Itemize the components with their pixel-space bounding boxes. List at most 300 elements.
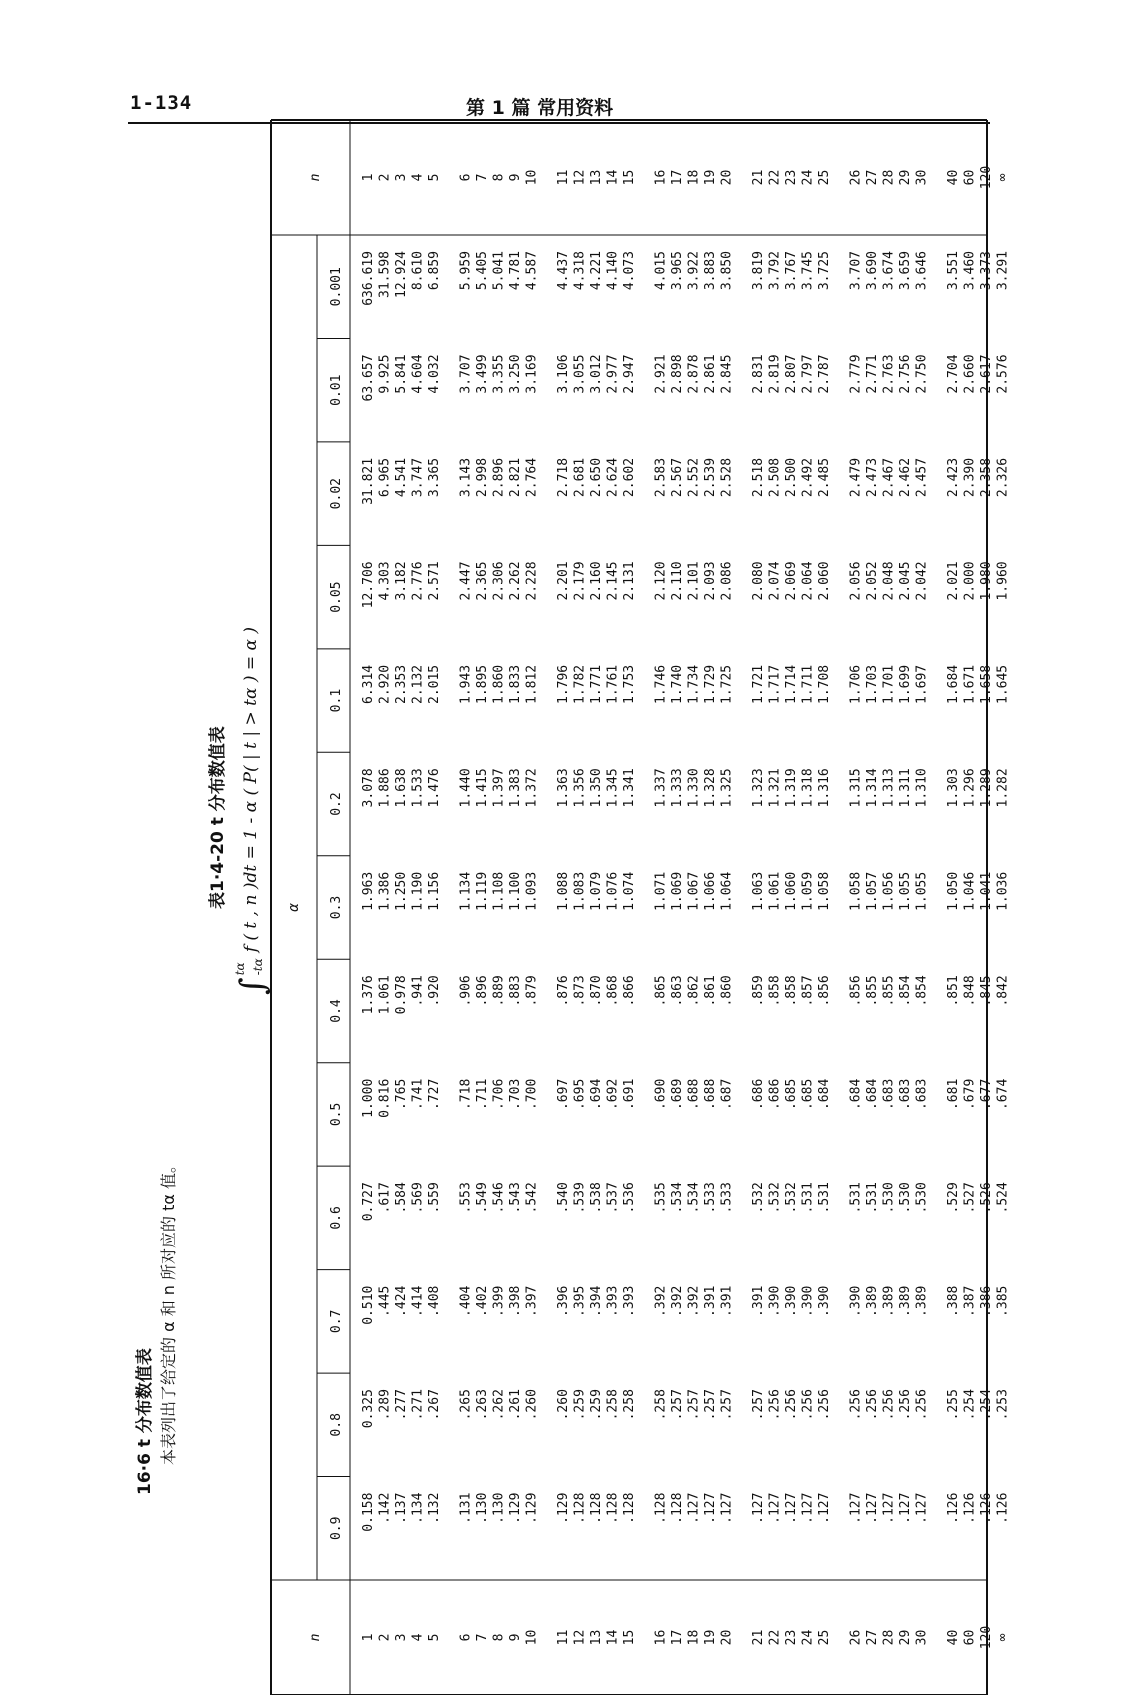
- table-cell: 2.000: [962, 561, 978, 601]
- table-cell: .684: [817, 1078, 832, 1111]
- table-cell: 1.699: [898, 664, 913, 704]
- table-cell: .137: [394, 1492, 409, 1524]
- table-cell: 1.074: [622, 871, 637, 911]
- table-cell: 9.925: [377, 354, 393, 394]
- table-cell: .674: [995, 1078, 1011, 1111]
- table-cell: 2.921: [653, 354, 669, 394]
- alpha-value-header: 0.001: [329, 267, 344, 307]
- table-cell: .879: [524, 975, 540, 1007]
- table-cell: 1.119: [475, 871, 490, 911]
- table-cell: .683: [898, 1078, 913, 1111]
- table-cell: 4.303: [377, 561, 393, 601]
- n-value-right: 29: [898, 169, 913, 186]
- table-cell: 1.782: [572, 664, 588, 704]
- table-cell: .265: [458, 1389, 474, 1421]
- table-cell: .387: [962, 1285, 978, 1317]
- table-cell: .128: [572, 1492, 588, 1524]
- table-cell: .870: [589, 975, 604, 1007]
- table-cell: 2.485: [817, 457, 832, 498]
- table-cell: 4.587: [524, 251, 540, 291]
- n-value-right: 24: [800, 169, 816, 186]
- table-cell: .865: [653, 975, 669, 1007]
- n-value-right: 30: [914, 169, 930, 186]
- n-value-right: 1: [361, 173, 376, 182]
- n-value-right: 4: [410, 173, 426, 182]
- table-cell: .679: [962, 1078, 978, 1111]
- n-value-left: 11: [556, 1629, 571, 1646]
- n-value-left: 3: [394, 1633, 409, 1642]
- table-cell: 1.036: [995, 871, 1011, 911]
- table-cell: 3.747: [410, 457, 426, 498]
- table-cell: .256: [848, 1389, 864, 1421]
- table-cell: .129: [524, 1492, 540, 1524]
- alpha-value-header: 0.7: [329, 1309, 344, 1334]
- table-cell: 3.674: [881, 251, 897, 291]
- table-cell: .127: [848, 1492, 864, 1524]
- table-cell: 2.145: [605, 561, 621, 601]
- table-cell: .127: [800, 1492, 816, 1524]
- table-cell: .688: [686, 1078, 702, 1111]
- n-value-left: 40: [946, 1629, 961, 1646]
- table-cell: 6.314: [361, 664, 376, 704]
- table-cell: .569: [410, 1182, 426, 1214]
- table-cell: 1.319: [784, 768, 799, 808]
- table-cell: 1.746: [653, 664, 669, 704]
- table-cell: 1.313: [881, 768, 897, 808]
- table-cell: 12.706: [361, 561, 376, 609]
- table-cell: 2.831: [751, 354, 766, 394]
- table-cell: .941: [410, 975, 426, 1007]
- alpha-value-header: 0.5: [329, 1102, 344, 1127]
- table-cell: 5.041: [491, 251, 507, 291]
- table-cell: 1.289: [979, 768, 994, 808]
- table-cell: .684: [848, 1078, 864, 1111]
- table-cell: 6.859: [427, 251, 442, 291]
- table-cell: 1.330: [686, 768, 702, 808]
- n-value-right: 18: [686, 169, 702, 186]
- table-cell: 1.684: [946, 664, 961, 704]
- table-cell: .390: [767, 1285, 783, 1317]
- table-cell: 2.704: [946, 354, 961, 394]
- n-value-left: 21: [751, 1629, 766, 1646]
- table-cell: .549: [475, 1182, 490, 1214]
- table-cell: 3.460: [962, 251, 978, 291]
- table-cell: 2.120: [653, 561, 669, 601]
- table-cell: .127: [865, 1492, 880, 1524]
- table-cell: 3.169: [524, 354, 540, 394]
- table-cell: .395: [572, 1285, 588, 1317]
- table-cell: 0.727: [361, 1182, 376, 1222]
- n-value-left: 29: [898, 1629, 913, 1646]
- table-cell: .389: [898, 1285, 913, 1317]
- table-cell: 2.021: [946, 561, 961, 601]
- table-cell: .842: [995, 975, 1011, 1007]
- table-cell: 1.134: [458, 871, 474, 911]
- table-cell: .127: [914, 1492, 930, 1524]
- n-value-left: 25: [817, 1629, 832, 1646]
- table-cell: 2.539: [703, 457, 718, 498]
- alpha-value-header: 0.05: [329, 581, 344, 613]
- table-cell: 2.390: [962, 457, 978, 498]
- table-cell: 1.250: [394, 871, 409, 911]
- table-cell: 2.365: [475, 561, 490, 601]
- table-cell: 1.323: [751, 768, 766, 808]
- table-cell: 1.980: [979, 561, 994, 601]
- table-cell: .126: [946, 1492, 961, 1524]
- table-cell: 2.998: [475, 457, 490, 498]
- table-cell: 1.350: [589, 768, 604, 808]
- table-cell: .260: [524, 1389, 540, 1421]
- table-cell: 2.650: [589, 457, 604, 498]
- n-value-left: 17: [670, 1629, 685, 1646]
- n-value-right: 22: [767, 169, 783, 186]
- table-cell: 2.086: [719, 561, 735, 601]
- table-cell: 2.797: [800, 354, 816, 394]
- n-value-left: 16: [653, 1629, 669, 1646]
- table-cell: 3.690: [865, 251, 880, 291]
- table-cell: .677: [979, 1078, 994, 1111]
- table-cell: 31.598: [377, 251, 393, 298]
- table-cell: .132: [427, 1492, 442, 1524]
- table-cell: .128: [605, 1492, 621, 1524]
- table-cell: 1.061: [767, 871, 783, 911]
- table-cell: 1.860: [491, 664, 507, 704]
- table-cell: .128: [589, 1492, 604, 1524]
- table-cell: .256: [914, 1389, 930, 1421]
- n-value-left: 13: [589, 1629, 604, 1646]
- table-caption: 表1·4-20 t 分布数值表: [208, 726, 228, 909]
- table-cell: 1.671: [962, 664, 978, 704]
- table-cell: 2.750: [914, 354, 930, 394]
- n-value-right: ∞: [995, 173, 1011, 182]
- table-cell: .254: [962, 1389, 978, 1421]
- table-cell: .130: [491, 1492, 507, 1524]
- section-title: 16·6 t 分布数值表: [135, 1348, 155, 1495]
- table-cell: 1.383: [508, 768, 523, 808]
- n-value-right: 60: [962, 169, 978, 186]
- table-cell: 3.745: [800, 251, 816, 291]
- table-cell: .856: [848, 975, 864, 1007]
- alpha-value-header: 0.8: [329, 1413, 344, 1437]
- table-cell: .390: [784, 1285, 799, 1317]
- table-cell: .390: [800, 1285, 816, 1317]
- table-cell: 2.779: [848, 354, 864, 394]
- table-cell: .397: [524, 1285, 540, 1317]
- table-cell: 1.059: [800, 871, 816, 911]
- table-cell: 1.886: [377, 768, 393, 808]
- table-cell: 1.056: [881, 871, 897, 911]
- n-value-left: 9: [508, 1633, 523, 1642]
- table-cell: .256: [898, 1389, 913, 1421]
- alpha-value-header: 0.6: [329, 1206, 344, 1230]
- n-header-left: n: [308, 1633, 323, 1642]
- table-cell: .584: [394, 1182, 409, 1214]
- table-cell: 1.645: [995, 664, 1011, 704]
- n-value-right: 8: [491, 173, 507, 182]
- table-cell: 1.341: [622, 768, 637, 808]
- table-cell: 3.012: [589, 354, 604, 394]
- table-cell: .711: [475, 1078, 490, 1111]
- table-cell: 1.055: [898, 871, 913, 911]
- table-cell: 1.060: [784, 871, 799, 911]
- table-cell: .386: [979, 1285, 994, 1317]
- table-cell: .855: [881, 975, 897, 1007]
- table-cell: 1.333: [670, 768, 685, 808]
- table-cell: .526: [979, 1182, 994, 1214]
- table-cell: .392: [653, 1285, 669, 1317]
- n-value-left: 30: [914, 1629, 930, 1646]
- table-cell: .256: [767, 1389, 783, 1421]
- n-value-right: 20: [719, 169, 735, 186]
- table-cell: .692: [605, 1078, 621, 1111]
- table-cell: 1.066: [703, 871, 718, 911]
- table-cell: 2.681: [572, 457, 588, 498]
- table-cell: 2.060: [817, 561, 832, 601]
- table-cell: 1.734: [686, 664, 702, 704]
- table-cell: 2.528: [719, 457, 735, 498]
- table-cell: 1.721: [751, 664, 766, 704]
- table-cell: 1.740: [670, 664, 685, 704]
- table-cell: 3.707: [848, 251, 864, 291]
- table-cell: 1.397: [491, 768, 507, 808]
- table-cell: 2.896: [491, 457, 507, 498]
- table-cell: 1.088: [556, 871, 571, 911]
- table-cell: 2.492: [800, 457, 816, 498]
- table-cell: .532: [784, 1182, 799, 1214]
- table-cell: .540: [556, 1182, 571, 1214]
- table-cell: .392: [670, 1285, 685, 1317]
- table-cell: 2.947: [622, 354, 637, 394]
- table-cell: 2.807: [784, 354, 799, 394]
- page-number: 1-134: [130, 92, 193, 114]
- table-cell: .402: [475, 1285, 490, 1317]
- table-cell: .267: [427, 1389, 442, 1421]
- table-cell: .695: [572, 1078, 588, 1111]
- table-cell: 8.610: [410, 251, 426, 291]
- table-cell: .126: [995, 1492, 1011, 1524]
- table-cell: 1.055: [914, 871, 930, 911]
- table-cell: 1.058: [817, 871, 832, 911]
- n-value-right: 7: [475, 173, 490, 182]
- table-cell: .533: [703, 1182, 718, 1214]
- table-cell: 1.345: [605, 768, 621, 808]
- table-cell: 1.076: [605, 871, 621, 911]
- table-cell: .845: [979, 975, 994, 1007]
- table-cell: .868: [605, 975, 621, 1007]
- table-cell: .391: [751, 1285, 766, 1317]
- n-value-right: 11: [556, 169, 571, 186]
- table-cell: 1.100: [508, 871, 523, 911]
- table-cell: 1.303: [946, 768, 961, 808]
- table-cell: .130: [475, 1492, 490, 1524]
- table-cell: .848: [962, 975, 978, 1007]
- table-cell: 2.048: [881, 561, 897, 601]
- table-cell: .530: [898, 1182, 913, 1214]
- n-value-right: 10: [524, 169, 540, 186]
- table-cell: .765: [394, 1078, 409, 1111]
- table-cell: .862: [686, 975, 702, 1007]
- n-value-right: 26: [848, 169, 864, 186]
- alpha-header: α: [286, 903, 302, 912]
- table-cell: .851: [946, 975, 961, 1007]
- table-cell: .127: [817, 1492, 832, 1524]
- table-cell: 3.055: [572, 354, 588, 394]
- t-distribution-table: [110, 95, 1011, 1695]
- table-cell: 1.296: [962, 768, 978, 808]
- table-cell: 2.101: [686, 561, 702, 601]
- table-cell: .524: [995, 1182, 1011, 1214]
- table-cell: .256: [865, 1389, 880, 1421]
- table-cell: 636.619: [361, 251, 376, 306]
- n-value-left: 2: [377, 1633, 393, 1642]
- table-cell: 1.046: [962, 871, 978, 911]
- table-cell: 2.821: [508, 457, 523, 498]
- table-cell: .253: [995, 1389, 1011, 1421]
- integral-lower-limit: -tα: [251, 958, 265, 976]
- table-cell: 2.576: [995, 354, 1011, 394]
- alpha-value-header: 0.01: [329, 374, 344, 406]
- table-cell: 4.437: [556, 251, 571, 291]
- table-cell: .131: [458, 1492, 474, 1524]
- table-cell: 4.073: [622, 251, 637, 291]
- table-cell: .396: [556, 1285, 571, 1317]
- table-cell: 1.658: [979, 664, 994, 704]
- table-cell: .883: [508, 975, 523, 1007]
- table-cell: 1.318: [800, 768, 816, 808]
- table-cell: 2.602: [622, 457, 637, 498]
- table-cell: .718: [458, 1078, 474, 1111]
- table-cell: 2.201: [556, 561, 571, 601]
- n-value-right: 2: [377, 173, 393, 182]
- table-cell: 1.328: [703, 768, 718, 808]
- table-cell: .128: [670, 1492, 685, 1524]
- table-cell: 3.106: [556, 354, 571, 394]
- alpha-value-header: 0.3: [329, 895, 344, 920]
- table-cell: 1.316: [817, 768, 832, 808]
- table-cell: .256: [784, 1389, 799, 1421]
- table-cell: 0.510: [361, 1285, 376, 1325]
- table-cell: .856: [817, 975, 832, 1007]
- table-cell: 1.363: [556, 768, 571, 808]
- table-cell: 1.895: [475, 664, 490, 704]
- table-cell: .530: [881, 1182, 897, 1214]
- table-cell: 2.567: [670, 457, 685, 498]
- n-value-left: ∞: [995, 1633, 1011, 1642]
- table-cell: 4.032: [427, 354, 442, 394]
- table-cell: .389: [865, 1285, 880, 1317]
- table-cell: 1.833: [508, 664, 523, 704]
- n-value-right: 28: [881, 169, 897, 186]
- table-cell: .683: [881, 1078, 897, 1111]
- table-cell: .546: [491, 1182, 507, 1214]
- table-cell: .535: [653, 1182, 669, 1214]
- table-cell: .537: [605, 1182, 621, 1214]
- table-cell: .538: [589, 1182, 604, 1214]
- table-cell: 4.318: [572, 251, 588, 291]
- table-cell: .539: [572, 1182, 588, 1214]
- table-cell: 1.041: [979, 871, 994, 911]
- n-value-left: 12: [572, 1629, 588, 1646]
- table-cell: .127: [719, 1492, 735, 1524]
- n-value-right: 14: [605, 169, 621, 186]
- table-cell: 1.376: [361, 975, 376, 1015]
- table-cell: .258: [605, 1389, 621, 1421]
- table-cell: 1.000: [361, 1078, 376, 1118]
- table-cell: 3.922: [686, 251, 702, 291]
- n-value-left: 1: [361, 1633, 376, 1642]
- table-cell: 1.533: [410, 768, 426, 808]
- table-cell: .532: [751, 1182, 766, 1214]
- table-cell: .688: [703, 1078, 718, 1111]
- table-cell: 2.583: [653, 457, 669, 498]
- n-value-left: 23: [784, 1629, 799, 1646]
- table-cell: 1.711: [800, 664, 816, 704]
- table-cell: 2.552: [686, 457, 702, 498]
- table-cell: 1.729: [703, 664, 718, 704]
- table-cell: .289: [377, 1389, 393, 1421]
- alpha-value-header: 0.9: [329, 1516, 344, 1541]
- n-header-right: n: [308, 173, 323, 182]
- table-cell: 1.321: [767, 768, 783, 808]
- table-cell: 2.819: [767, 354, 783, 394]
- table-cell: .256: [800, 1389, 816, 1421]
- table-cell: 1.703: [865, 664, 880, 704]
- alpha-value-header: 0.2: [329, 792, 344, 816]
- table-cell: 3.355: [491, 354, 507, 394]
- table-cell: .126: [962, 1492, 978, 1524]
- table-cell: 2.660: [962, 354, 978, 394]
- table-cell: 1.311: [898, 768, 913, 808]
- table-cell: .262: [491, 1389, 507, 1421]
- n-value-left: 26: [848, 1629, 864, 1646]
- table-cell: .424: [394, 1285, 409, 1317]
- table-cell: .263: [475, 1389, 490, 1421]
- table-cell: .534: [670, 1182, 685, 1214]
- table-cell: .257: [719, 1389, 735, 1421]
- table-cell: 1.063: [751, 871, 766, 911]
- table-cell: 2.920: [377, 664, 393, 704]
- table-cell: 1.753: [622, 664, 637, 704]
- table-cell: .127: [751, 1492, 766, 1524]
- table-cell: 2.861: [703, 354, 718, 394]
- table-cell: .257: [670, 1389, 685, 1421]
- table-cell: .686: [751, 1078, 766, 1111]
- n-value-left: 22: [767, 1629, 783, 1646]
- table-cell: 3.143: [458, 457, 474, 498]
- table-cell: .398: [508, 1285, 523, 1317]
- table-cell: .685: [784, 1078, 799, 1111]
- table-cell: 3.182: [394, 561, 409, 601]
- table-cell: .394: [589, 1285, 604, 1317]
- table-cell: 3.850: [719, 251, 735, 291]
- table-cell: 12.924: [394, 251, 409, 298]
- table-cell: 2.479: [848, 457, 864, 498]
- table-cell: 1.714: [784, 664, 799, 704]
- n-value-left: 120: [979, 1625, 994, 1650]
- table-cell: .127: [898, 1492, 913, 1524]
- table-cell: 2.617: [979, 354, 994, 394]
- n-value-right: 23: [784, 169, 799, 186]
- table-cell: 3.365: [427, 457, 442, 498]
- table-cell: .256: [817, 1389, 832, 1421]
- table-cell: .876: [556, 975, 571, 1007]
- table-cell: 3.965: [670, 251, 685, 291]
- table-cell: .703: [508, 1078, 523, 1111]
- table-cell: .697: [556, 1078, 571, 1111]
- table-cell: .390: [817, 1285, 832, 1317]
- formula-body: f ( t , n )dt = 1 - α ( P( | t | > tα ) = α ): [241, 626, 261, 953]
- table-cell: 1.057: [865, 871, 880, 911]
